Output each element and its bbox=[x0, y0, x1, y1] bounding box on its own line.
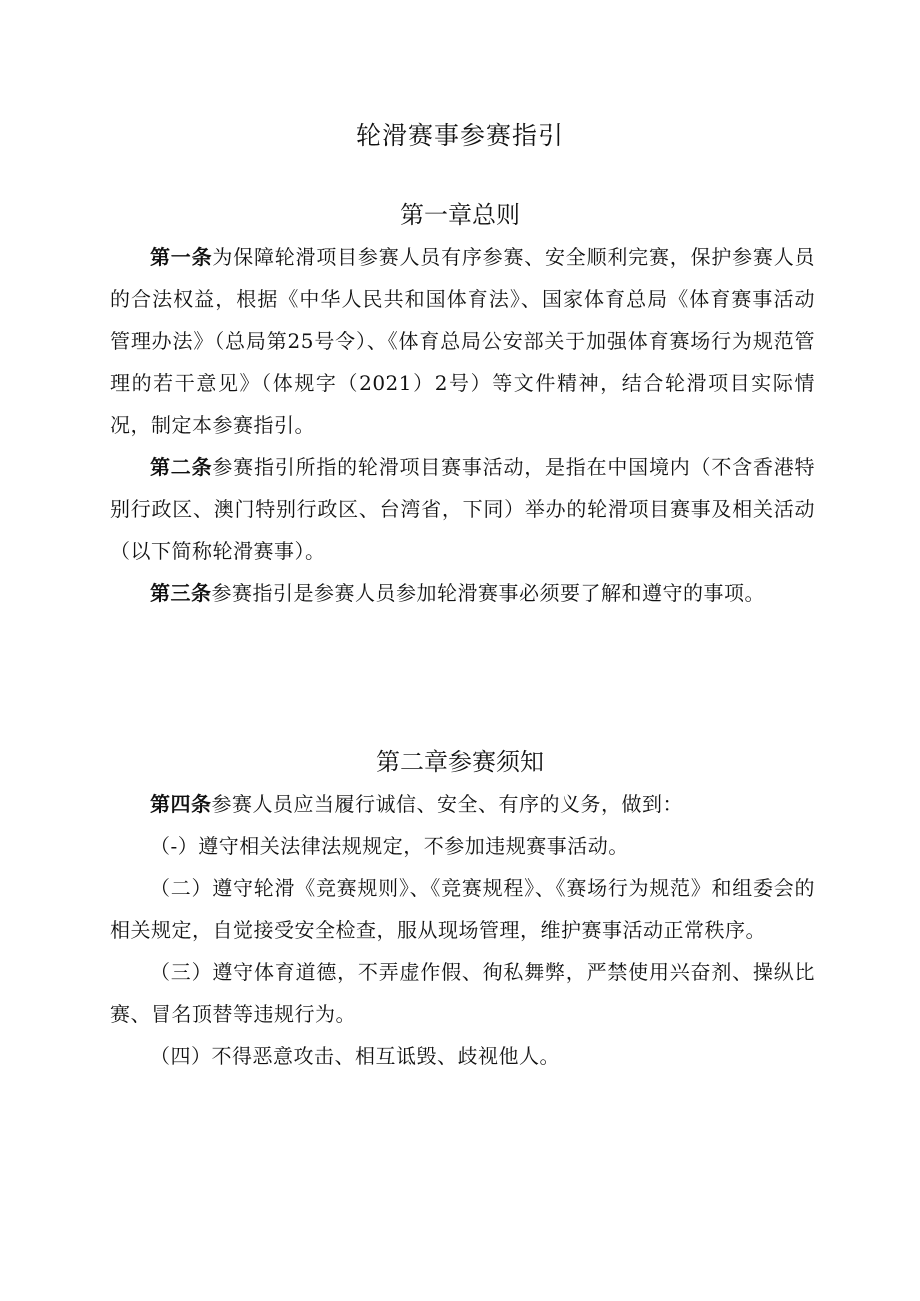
article-2-label: 第二条 bbox=[150, 455, 213, 479]
article-1 bbox=[110, 236, 815, 446]
article-4 bbox=[110, 783, 815, 825]
article-3-text: 参赛指引是参赛人员参加轮滑赛事必须要了解和遵守的事项。 bbox=[211, 581, 765, 605]
article-4-item-2: （二）遵守轮滑《竞赛规则》、《竞赛规程》、《赛场行为规范》和组委会的相关规定，自觉接受安全检查，服从现场管理，维护赛事活动正常秩序。 bbox=[110, 876, 815, 942]
chapter-1-heading: 第一章总则 bbox=[400, 201, 520, 229]
article-1-label: 第一条 bbox=[150, 245, 213, 269]
chapter-2-body bbox=[110, 783, 815, 1077]
article-3-label: 第三条 bbox=[150, 581, 212, 605]
article-2 bbox=[110, 446, 815, 572]
article-4-item-4: （四）不得恶意攻击、相互诋毁、歧视他人。 bbox=[150, 1044, 560, 1068]
article-4-item-3: （三）遵守体育道德，不弄虚作假、徇私舞弊，严禁使用兴奋剂、操纵比赛、冒名顶替等违规行为。 bbox=[110, 960, 815, 1026]
document-title: 轮滑赛事参赛指引 bbox=[355, 121, 564, 150]
article-3 bbox=[110, 572, 815, 614]
article-4-text: 参赛人员应当履行诚信、安全、有序的义务，做到： bbox=[211, 792, 683, 816]
chapter-1-body bbox=[110, 236, 815, 614]
chapter-2-heading: 第二章参赛须知 bbox=[376, 748, 544, 776]
article-4-item-1: （-）遵守相关法律法规规定，不参加违规赛事活动。 bbox=[150, 834, 629, 858]
article-2-text: 参赛指引所指的轮滑项目赛事活动，是指在中国境内（不含香港特别行政区、澳门特别行政区、台湾省，下同）举办的轮滑项目赛事及相关活动（以下简称轮滑赛事）。 bbox=[110, 455, 816, 563]
article-1-text: 为保障轮滑项目参赛人员有序参赛、安全顺利完赛，保护参赛人员的合法权益，根据《中华人民共和国体育法》、国家体育总局《体育赛事活动管理办法》（总局第25号令）、《体育总局公安部关于加强体育赛场行为规范管理的若干意见》（体规字（2021）2号）等文件精神，结合轮滑项目实际情况，制定本参赛指引。 bbox=[110, 245, 816, 437]
article-4-label: 第四条 bbox=[150, 792, 212, 816]
